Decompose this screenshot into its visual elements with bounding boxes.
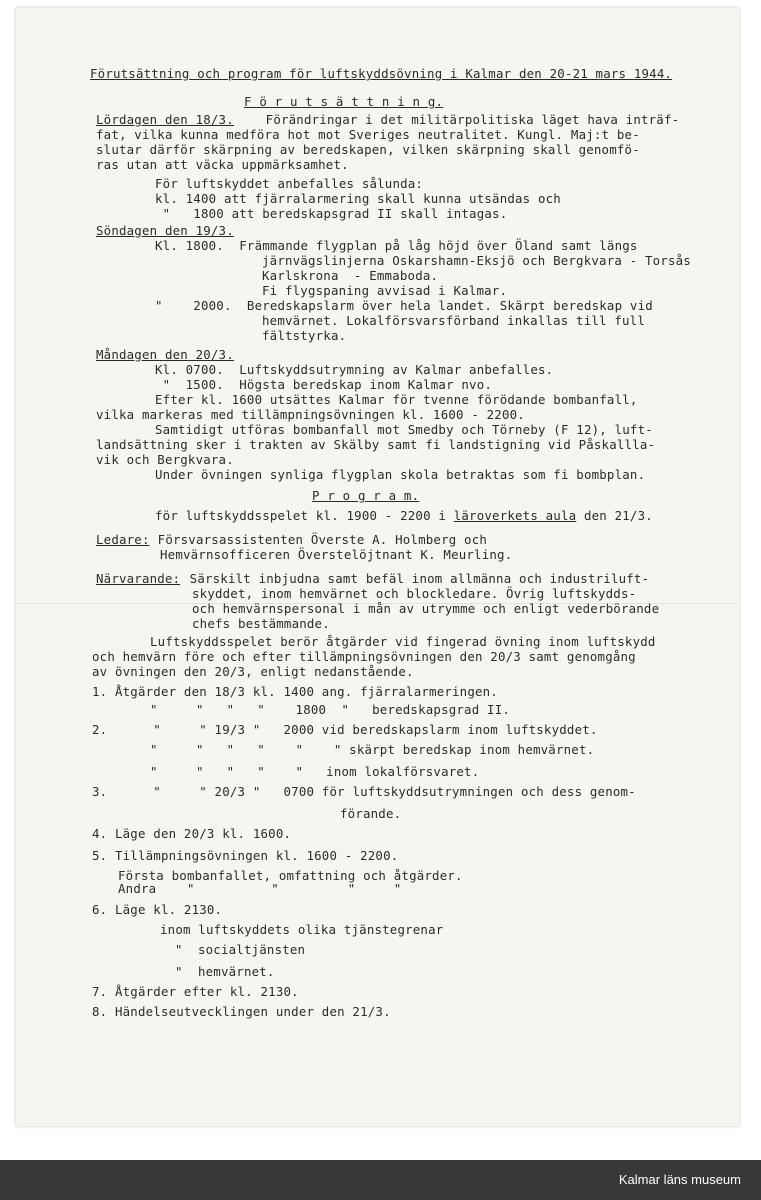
program-venue: läroverkets aula <box>453 508 577 523</box>
list-item: " " " " 1800 " beredskapsgrad II. <box>150 702 511 717</box>
mandag-text: " 1500. Högsta beredskap inom Kalmar nvo. <box>155 377 493 392</box>
sondag-text: Kl. 1800. Främmande flygplan på låg höjd över Öland samt längs <box>155 238 638 253</box>
lordag-text: ras utan att väcka uppmärksamhet. <box>96 157 349 172</box>
narvarande-label: Närvarande: <box>96 571 181 586</box>
list-item: 2. " " 19/3 " 2000 vid beredskapslarm inom luftskyddet. <box>92 722 598 737</box>
list-item: 8. Händelseutvecklingen under den 21/3. <box>92 1004 391 1019</box>
mandag-text: Samtidigt utföras bombanfall mot Smedby och Törneby (F 12), luft- <box>155 422 653 437</box>
sondag-text: hemvärnet. Lokalförsvarsförband inkallas till full <box>262 313 645 328</box>
mandag-text: landsättning sker i trakten av Skälby samt fi landstigning vid Påskallla- <box>96 437 656 452</box>
lordag-text: Förändringar i det militärpolitiska läget hava inträf- <box>258 112 680 127</box>
ledare-text: Försvarsassistenten Överste A. Holmberg och <box>150 532 488 547</box>
list-item: " " " " " inom lokalförsvaret. <box>150 764 480 779</box>
narvarande-text: skyddet, inom hemvärnet och blockledare. Övrig luftskydds- <box>192 586 637 601</box>
sondag-label: Söndagen den 19/3. <box>96 223 234 238</box>
list-item: " hemvärnet. <box>175 964 275 979</box>
list-item: förande. <box>340 806 402 821</box>
document-title: Förutsättning och program för luftskyddsövning i Kalmar den 20-21 mars 1944. <box>90 66 673 81</box>
mandag-text: vilka markeras med tillämpningsövningen kl. 1600 - 2200. <box>96 407 525 422</box>
list-item: 6. Läge kl. 2130. <box>92 902 223 917</box>
lordag-text: För luftskyddet anbefalles sålunda: <box>155 176 424 191</box>
program-paragraph: och hemvärn före och efter tillämpningsövningen den 20/3 samt genomgång <box>92 649 636 664</box>
program-paragraph: Luftskyddsspelet berör åtgärder vid fingerad övning inom luftskydd <box>150 634 656 649</box>
narvarande-text: Särskilt inbjudna samt befäl inom allmänna och industriluft- <box>182 571 650 586</box>
list-item: 5. Tillämpningsövningen kl. 1600 - 2200. <box>92 848 399 863</box>
mandag-text: vik och Bergkvara. <box>96 452 234 467</box>
list-item: Första bombanfallet, omfattning och åtgärder. <box>118 868 463 883</box>
list-item: 7. Åtgärder efter kl. 2130. <box>92 984 299 999</box>
lordag-text: slutar därför skärpning av beredskapen, vilken skärpning skall genomfö- <box>96 142 640 157</box>
museum-footer-bar <box>0 1160 761 1200</box>
list-item: Andra " " " " <box>118 881 402 896</box>
sondag-text: " 2000. Beredskapslarm över hela landet. Skärpt beredskap vid <box>155 298 653 313</box>
program-intro <box>155 508 653 523</box>
mandag-text: Efter kl. 1600 utsättes Kalmar för tvenne förödande bombanfall, <box>155 392 638 407</box>
ledare-text: Hemvärnsofficeren Överstelöjtnant K. Meurling. <box>160 547 513 562</box>
list-item: 4. Läge den 20/3 kl. 1600. <box>92 826 292 841</box>
narvarande-text: och hemvärnspersonal i mån av utrymme och enligt vederbörande <box>192 601 660 616</box>
program-date: den 21/3. <box>576 508 653 523</box>
lordag-label: Lördagen den 18/3. <box>96 112 234 127</box>
sondag-text: järnvägslinjerna Oskarshamn-Eksjö och Bergkvara - Torsås <box>262 253 691 268</box>
ledare-label: Ledare: <box>96 532 150 547</box>
list-item: " " " " " " skärpt beredskap inom hemvärnet. <box>150 742 595 757</box>
section-heading-forutsattning: F ö r u t s ä t t n i n g. <box>244 94 444 109</box>
program-intro-text: för luftskyddsspelet kl. 1900 - 2200 i <box>155 508 454 523</box>
sondag-text: fältstyrka. <box>262 328 347 343</box>
mandag-text: Kl. 0700. Luftskyddsutrymning av Kalmar anbefalles. <box>155 362 554 377</box>
program-paragraph: av övningen den 20/3, enligt nedanstående. <box>92 664 414 679</box>
lordag-text: fat, vilka kunna medföra hot mot Sveriges neutralitet. Kungl. Maj:t be- <box>96 127 640 142</box>
lordag-text: kl. 1400 att fjärralarmering skall kunna utsändas och <box>155 191 561 206</box>
list-item: 1. Åtgärder den 18/3 kl. 1400 ang. fjärralarmeringen. <box>92 684 498 699</box>
mandag-text: Under övningen synliga flygplan skola betraktas som fi bombplan. <box>155 467 646 482</box>
list-item: 3. " " 20/3 " 0700 för luftskyddsutrymningen och dess genom- <box>92 784 636 799</box>
sondag-text: Karlskrona - Emmaboda. <box>262 268 439 283</box>
section-heading-program: P r o g r a m. <box>312 488 420 503</box>
narvarande-text: chefs bestämmande. <box>192 616 330 631</box>
list-item: " socialtjänsten <box>175 942 306 957</box>
list-item: inom luftskyddets olika tjänstegrenar <box>160 922 444 937</box>
sondag-text: Fi flygspaning avvisad i Kalmar. <box>262 283 508 298</box>
museum-name: Kalmar läns museum <box>618 1172 741 1187</box>
lordag-text: " 1800 att beredskapsgrad II skall intagas. <box>155 206 508 221</box>
mandag-label: Måndagen den 20/3. <box>96 347 234 362</box>
